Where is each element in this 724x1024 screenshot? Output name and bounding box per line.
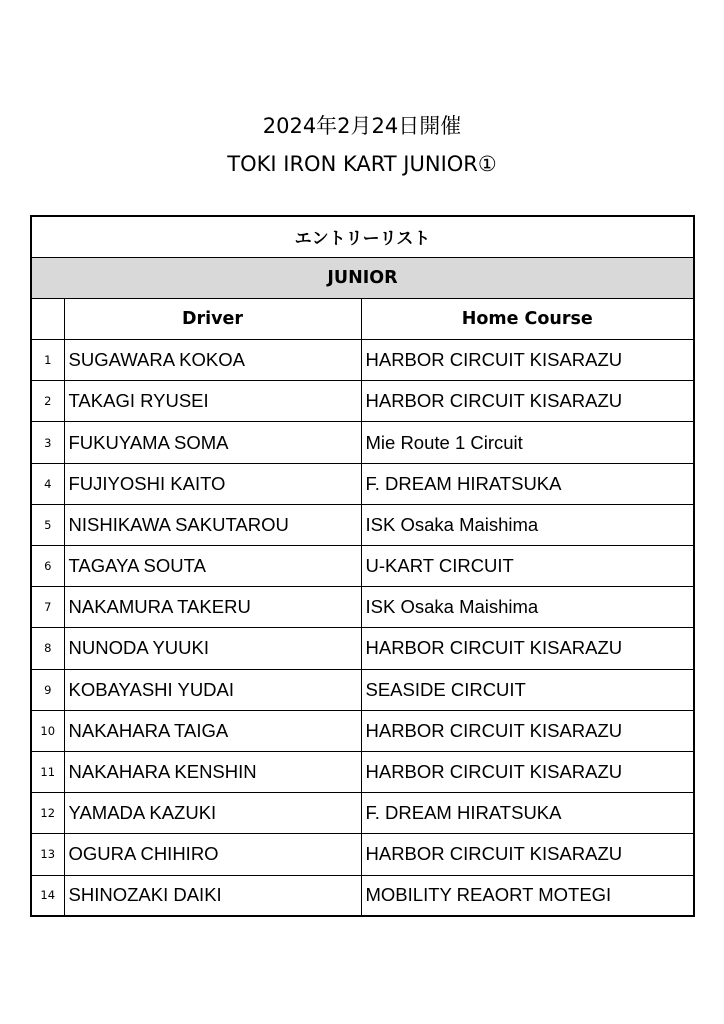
home-course: MOBILITY REAORT MOTEGI [361,875,694,916]
home-course: HARBOR CIRCUIT KISARAZU [361,340,694,381]
event-date: 2024年2月24日開催 [262,114,462,138]
driver-name: NUNODA YUUKI [64,628,361,669]
entry-number: 1 [31,340,64,381]
table-row [31,504,694,545]
table-row [31,587,694,628]
table-row [31,340,694,381]
category-label: JUNIOR [31,257,694,298]
entry-number: 12 [31,793,64,834]
home-course: U-KART CIRCUIT [361,546,694,587]
entry-number: 2 [31,381,64,422]
entry-number: 7 [31,587,64,628]
table-row [31,422,694,463]
home-course: F. DREAM HIRATSUKA [361,463,694,504]
entry-number: 6 [31,546,64,587]
entry-number: 8 [31,628,64,669]
driver-name: TAKAGI RYUSEI [64,381,361,422]
driver-name: SUGAWARA KOKOA [64,340,361,381]
column-header-number [31,298,64,339]
table-row [31,628,694,669]
home-course: HARBOR CIRCUIT KISARAZU [361,628,694,669]
column-header-driver: Driver [64,298,361,339]
document-header [0,110,724,180]
driver-name: NISHIKAWA SAKUTAROU [64,504,361,545]
driver-name: FUKUYAMA SOMA [64,422,361,463]
driver-name: YAMADA KAZUKI [64,793,361,834]
home-course: HARBOR CIRCUIT KISARAZU [361,834,694,875]
home-course: ISK Osaka Maishima [361,587,694,628]
driver-name: NAKAHARA TAIGA [64,710,361,751]
entry-number: 9 [31,669,64,710]
entry-list-title-row [31,216,694,257]
table-row [31,381,694,422]
table-row [31,710,694,751]
category-row [31,257,694,298]
entry-number: 10 [31,710,64,751]
entry-list-title: エントリーリスト [31,216,694,257]
driver-name: NAKAMURA TAKERU [64,587,361,628]
table-row [31,751,694,792]
entry-list-table [30,215,695,917]
table-row [31,793,694,834]
driver-name: FUJIYOSHI KAITO [64,463,361,504]
table-row [31,546,694,587]
table-row [31,669,694,710]
home-course: F. DREAM HIRATSUKA [361,793,694,834]
entry-number: 11 [31,751,64,792]
event-title: TOKI IRON KART JUNIOR① [227,152,497,176]
table-row [31,834,694,875]
table-row [31,875,694,916]
column-header-home-course: Home Course [361,298,694,339]
driver-name: NAKAHARA KENSHIN [64,751,361,792]
driver-name: SHINOZAKI DAIKI [64,875,361,916]
home-course: HARBOR CIRCUIT KISARAZU [361,710,694,751]
driver-name: KOBAYASHI YUDAI [64,669,361,710]
home-course: ISK Osaka Maishima [361,504,694,545]
table-row [31,463,694,504]
home-course: SEASIDE CIRCUIT [361,669,694,710]
entry-number: 13 [31,834,64,875]
entry-number: 3 [31,422,64,463]
home-course: Mie Route 1 Circuit [361,422,694,463]
driver-name: OGURA CHIHIRO [64,834,361,875]
home-course: HARBOR CIRCUIT KISARAZU [361,751,694,792]
column-header-row [31,298,694,339]
driver-name: TAGAYA SOUTA [64,546,361,587]
entry-number: 5 [31,504,64,545]
entry-number: 4 [31,463,64,504]
entry-number: 14 [31,875,64,916]
home-course: HARBOR CIRCUIT KISARAZU [361,381,694,422]
